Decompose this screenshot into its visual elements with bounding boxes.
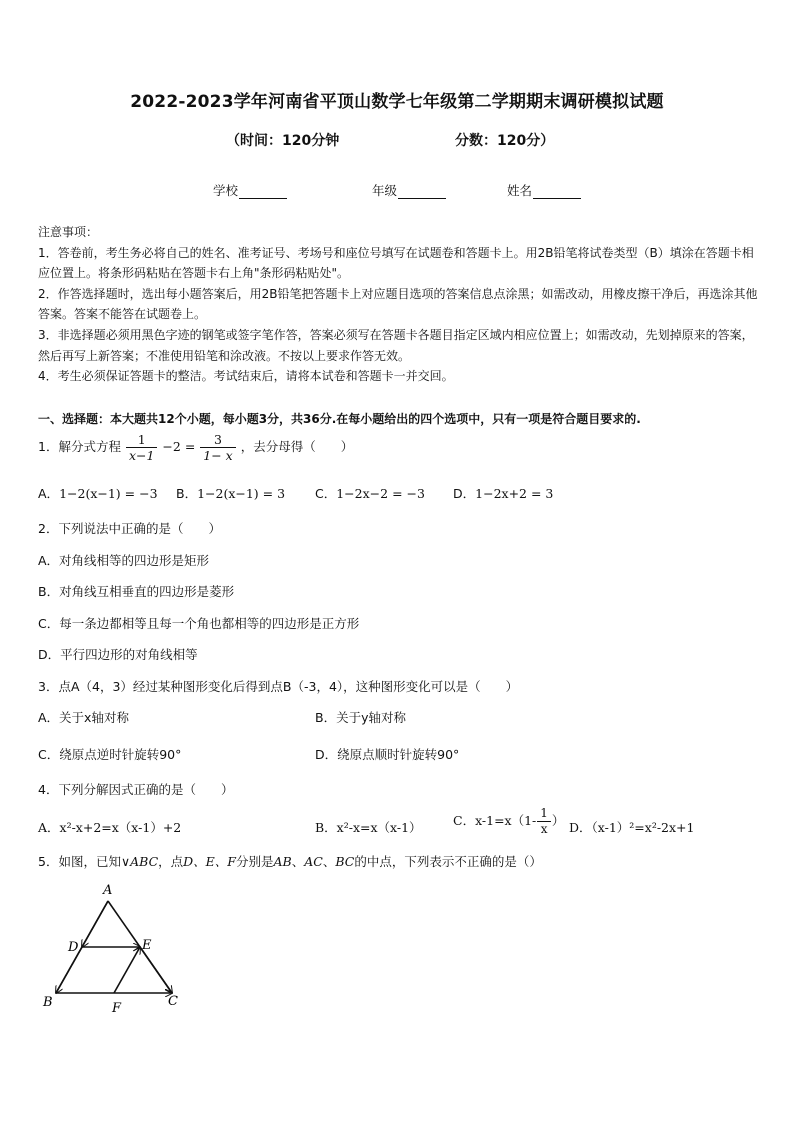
- label-a: A: [103, 883, 113, 898]
- notice-block: [38, 222, 760, 387]
- q1-suffix: ，去分母得（ ）: [240, 439, 354, 454]
- vector-ad: [82, 901, 108, 947]
- vector-fe: [114, 947, 140, 993]
- school-field: [213, 181, 287, 199]
- q3-option-c: C．绕原点逆时针旋转90°: [38, 747, 182, 762]
- q2-option-c: C．每一条边都相等且每一个角也都相等的四边形是正方形: [38, 616, 360, 631]
- question-3-stem: 3．点A（4，3）经过某种图形变化后得到点B（-3，4），这种图形变化可以是（ ）: [38, 679, 519, 694]
- section-heading: 一、选择题：本大题共12个小题，每小题3分，共36分.在每小题给出的四个选项中，只有一项是符合题目要求的.: [38, 412, 641, 426]
- q1-option-b: B．1−2(x−1) = 3: [176, 486, 286, 501]
- name-label: 姓名: [507, 183, 533, 198]
- q4-option-c: C．x-1=x（1- $\frac{1}{x}$ ）: [453, 806, 565, 836]
- q4-option-d: D．（x-1）²=x²-2x+1: [569, 820, 695, 835]
- grade-blank: [398, 186, 446, 199]
- name-blank: [533, 186, 581, 199]
- notice-item-4: 4．考生必须保证答题卡的整洁。考试结束后，请将本试卷和答题卡一并交回。: [38, 369, 454, 384]
- exam-score: 分数：120分）: [455, 133, 555, 149]
- label-b: B: [43, 995, 53, 1010]
- q2-option-b: B．对角线互相垂直的四边形是菱形: [38, 584, 235, 599]
- q1-option-c: C．1−2x−2 = −3: [315, 486, 425, 501]
- q1-fraction-1: $\frac{1}{x-1}$: [126, 432, 157, 463]
- q1-mid: −2 =: [162, 439, 196, 454]
- page-title: 2022-2023学年河南省平顶山数学七年级第二学期期末调研模拟试题: [130, 92, 664, 112]
- q3-option-a: A．关于x轴对称: [38, 710, 129, 725]
- label-d: D: [68, 940, 79, 955]
- name-field: [507, 181, 581, 199]
- q2-option-d: D．平行四边形的对角线相等: [38, 647, 198, 662]
- q4-option-a: A．x²-x+2=x（x-1）+2: [38, 820, 182, 835]
- grade-field: [372, 181, 446, 199]
- exam-time: （时间：120分钟: [226, 133, 340, 149]
- question-4-stem: 4．下列分解因式正确的是（ ）: [38, 782, 234, 797]
- question-2-stem: 2．下列说法中正确的是（ ）: [38, 521, 221, 536]
- q3-option-d: D．绕原点顺时针旋转90°: [315, 747, 460, 762]
- label-c: C: [168, 994, 178, 1009]
- q2-option-a: A．对角线相等的四边形是矩形: [38, 553, 210, 568]
- notice-heading: 注意事项：: [38, 225, 99, 239]
- triangle-figure: [30, 876, 200, 1021]
- vector-ec: [140, 947, 172, 993]
- question-1-stem: [38, 432, 353, 463]
- q1-fraction-2: $\frac{3}{1- x}$: [200, 432, 235, 463]
- label-e: E: [142, 938, 152, 953]
- school-label: 学校: [213, 183, 239, 198]
- q3-option-b: B．关于y轴对称: [315, 710, 406, 725]
- q4-option-b: B．x²-x=x（x-1）: [315, 820, 422, 835]
- q1-option-d: D．1−2x+2 = 3: [453, 486, 554, 501]
- label-f: F: [112, 1001, 122, 1016]
- school-blank: [239, 186, 287, 199]
- grade-label: 年级: [372, 183, 398, 198]
- q1-option-a: A．1−2(x−1) = −3: [38, 486, 158, 501]
- notice-item-1: 1．答卷前，考生务必将自己的姓名、准考证号、考场号和座位号填写在试题卷和答题卡上。用2B铅笔将试卷类型（B）填涂在答题卡相应位置上。将条形码粘贴在答题卡右上角"条形码粘贴处"。: [38, 245, 754, 281]
- question-5-stem: 5．如图，已知∨ABC，点D、E、F分别是AB、AC、BC的中点，下列表示不正确的是（）: [38, 854, 542, 869]
- notice-item-2: 2．作答选择题时，选出每小题答案后，用2B铅笔把答题卡上对应题目选项的答案信息点涂黑；如需改动，用橡皮擦干净后，再选涂其他答案。答案不能答在试题卷上。: [38, 286, 758, 322]
- q1-prefix: 1．解分式方程: [38, 439, 121, 454]
- notice-item-3: 3．非选择题必须用黑色字迹的钢笔或签字笔作答，答案必须写在答题卡各题目指定区域内相应位置上；如需改动，先划掉原来的答案，然后再写上新答案；不准使用铅笔和涂改液。不按以上要求作答无效。: [38, 327, 754, 363]
